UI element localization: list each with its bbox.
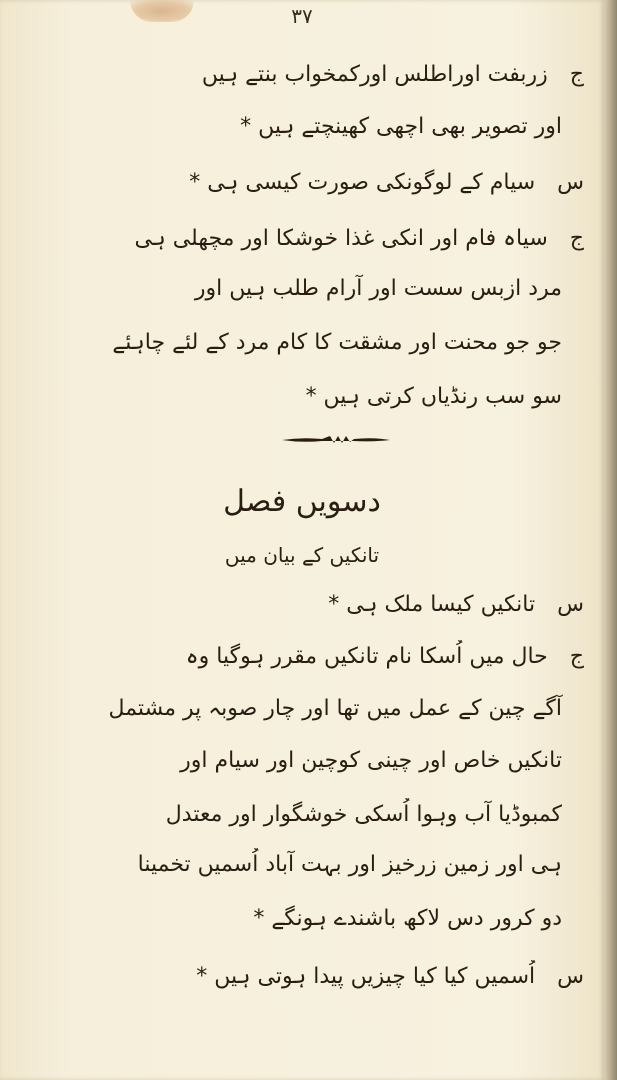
- line-marker: س: [557, 592, 584, 617]
- line-marker: ج: [569, 62, 584, 87]
- line-text: کمبوڈیا آب وہوا اُسکی خوشگوار اور معتدل: [165, 802, 562, 827]
- ornament-divider: [282, 434, 390, 446]
- line-text: مرد ازبس سست اور آرام طلب ہیں اور: [194, 276, 562, 301]
- line-text: تانکیں خاص اور چینی کوچین اور سیام اور: [180, 748, 562, 773]
- line-marker: س: [557, 170, 584, 195]
- line-text: ہی اور زمین زرخیز اور بہت آباد اُسمیں تخمینا: [137, 852, 562, 877]
- text-line: [82, 166, 584, 200]
- text-line: [82, 692, 584, 726]
- text-line: [82, 744, 584, 778]
- page-number: ۳۷: [291, 4, 313, 28]
- line-text: آگے چین کے عمل میں تھا اور چار صوبہ پر مشتمل: [108, 696, 562, 721]
- text-line: [82, 272, 584, 306]
- line-marker: ج: [569, 226, 584, 251]
- text-line: [82, 640, 584, 674]
- line-text: سو سب رنڈیاں کرتی ہیں *: [305, 384, 562, 409]
- line-text: اور تصویر بھی اچھی کھینچتے ہیں *: [240, 114, 562, 139]
- book-binding-edge: [604, 0, 617, 1080]
- text-line: [82, 848, 584, 882]
- text-line: [82, 110, 584, 144]
- text-line: [82, 380, 584, 414]
- text-line: [82, 58, 584, 92]
- text-line: [82, 902, 584, 936]
- line-text: حال میں اُسکا نام تانکیں مقرر ہوگیا وہ: [185, 644, 548, 669]
- text-line: [82, 222, 584, 256]
- text-line: [82, 798, 584, 832]
- line-marker: ج: [569, 644, 584, 669]
- text-line: [82, 960, 584, 994]
- line-text: جو جو محنت اور مشقت کا کام مرد کے لئے چاہئے: [112, 330, 562, 355]
- text-line: [82, 326, 584, 360]
- line-marker: س: [557, 964, 584, 989]
- text-line: [82, 588, 584, 622]
- line-text: تانکیں کیسا ملک ہی *: [328, 592, 536, 617]
- line-text: سیام کے لوگونکی صورت کیسی ہی *: [189, 170, 536, 195]
- section-subheading: تانکیں کے بیان میں: [224, 543, 380, 567]
- section-heading: دسویں فصل: [223, 484, 381, 519]
- line-text: زربفت اوراطلس اورکمخواب بنتے ہیں: [201, 62, 548, 87]
- line-text: اُسمیں کیا کیا چیزیں پیدا ہوتی ہیں *: [196, 964, 536, 989]
- line-text: سیاہ فام اور انکی غذا خوشکا اور مچھلی ہی: [134, 226, 548, 251]
- line-text: دو کرور دس لاکھ باشندے ہونگے *: [253, 906, 562, 931]
